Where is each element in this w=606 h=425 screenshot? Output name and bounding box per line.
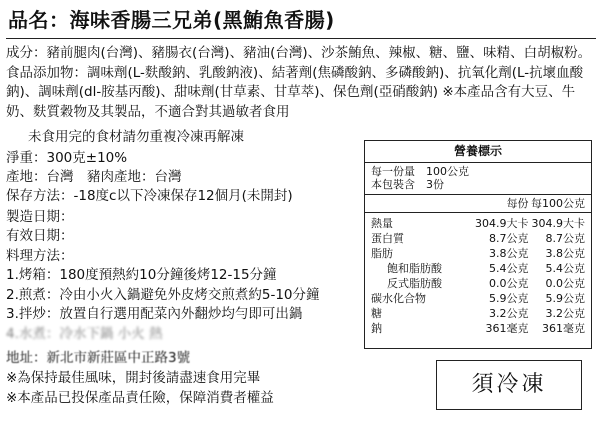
header-per-serving: 每份 [506,197,529,210]
insurance-note: ※本產品已投保產品責任險，保障消費者權益 [6,390,274,406]
nutrient-label: 鈉 [371,322,382,335]
nutrition-facts-table [364,140,592,349]
nutrient-per-100g: 5.9公克 [545,292,585,305]
nutrient-label: 脂肪 [371,247,393,260]
nutrient-label: 蛋白質 [371,232,404,245]
nutrition-row [365,276,591,291]
address-line [6,346,386,366]
title-divider [6,38,596,39]
nutrition-row [365,291,591,306]
origin: 產地：台灣 豬肉產地：台灣 [6,169,182,185]
nutrition-header-row [365,195,591,213]
nutrient-per-100g: 3.2公克 [545,307,585,320]
ingredients-text: 成分：豬前腿肉(台灣)、豬腸衣(台灣)、豬油(台灣)、沙茶鮪魚、辣椒、糖、鹽、味精、白胡椒粉。食品添加物：調味劑(L-麩酸鈉、乳酸鈉液)、結著劑(焦磷酸鈉、多磷酸鈉)、抗氧化劑(L-抗壞血酸鈉)、調味劑(dl-胺基丙酸)、甜味劑(甘草素、甘草萃)、保色劑(亞硝酸鈉) ※本產品含有大豆、牛奶、麩質穀物及其製品，不適合對其過敏者食用 [6,45,592,120]
nutrient-per-100g: 5.4公克 [545,262,585,275]
cooking-title: 料理方法： [6,248,74,264]
nutrient-per-100g: 304.9大卡 [531,217,585,230]
nutrition-row [365,306,591,321]
address-text: 地址：新北市新莊區中正路3號 [6,350,191,366]
nutrient-per-100g: 0.0公克 [545,277,585,290]
cooking-step-pan: 2.煎煮：冷由小火入鍋避免外皮烤交煎煮約5-10分鐘 [6,287,320,303]
nutrient-per-serving: 3.2公克 [489,307,529,320]
serving-size: 每一份量 100公克 [371,165,469,178]
nutrient-per-serving: 361毫克 [485,322,529,335]
nutrient-per-100g: 361毫克 [542,322,585,335]
cooking-step-oven: 1.烤箱：180度預熱約10分鐘後烤12-15分鐘 [6,267,277,283]
nutrient-per-100g: 3.8公克 [545,247,585,260]
manufacture-date: 製造日期： [6,209,74,225]
nutrition-row [365,321,591,336]
nutrient-label: 反式脂肪酸 [387,277,442,290]
cooking-step-stirfry: 3.拌炒：放置自行選用配菜內外翻炒均勻即可出鍋 [6,306,303,322]
nutrient-per-serving: 8.7公克 [489,232,529,245]
nutrition-row [365,216,591,231]
product-title: 品名：海味香腸三兄弟(黑鮪魚香腸) [8,8,335,32]
best-flavor-note: ※為保持最佳風味，開封後請盡速食用完畢 [6,370,261,386]
nutrient-per-serving: 5.4公克 [489,262,529,275]
nutrient-per-serving: 3.8公克 [489,247,529,260]
nutrient-label: 熱量 [371,217,393,230]
keep-frozen-badge: 須冷凍 [436,360,582,410]
net-weight: 淨重：300克±10% [6,150,128,166]
header-per-100g: 每100公克 [531,197,585,210]
nutrition-rows [365,213,591,336]
nutrient-per-serving: 304.9大卡 [475,217,529,230]
nutrient-label: 碳水化合物 [371,292,426,305]
obscured-line: 4.水煮：冷水下鍋 小火 熱 [6,326,163,342]
nutrition-row [365,261,591,276]
nutrition-row [365,246,591,261]
nutrition-meta [365,163,591,191]
servings-per-package: 本包裝含 3份 [371,178,444,191]
nutrient-label: 飽和脂肪酸 [387,262,442,275]
nutrition-title: 營養標示 [365,141,591,163]
nutrient-per-serving: 5.9公克 [489,292,529,305]
nutrition-row [365,231,591,246]
nutrient-label: 糖 [371,307,382,320]
nutrition-header-blank [365,195,474,212]
nutrient-per-serving: 0.0公克 [489,277,529,290]
storage-note: 未食用完的食材請勿重複冷凍再解凍 [28,129,244,145]
expiry-date: 有效日期： [6,228,74,244]
nutrient-per-100g: 8.7公克 [545,232,585,245]
storage-method: 保存方法：-18度c以下冷凍保存12個月(未開封) [6,188,293,204]
